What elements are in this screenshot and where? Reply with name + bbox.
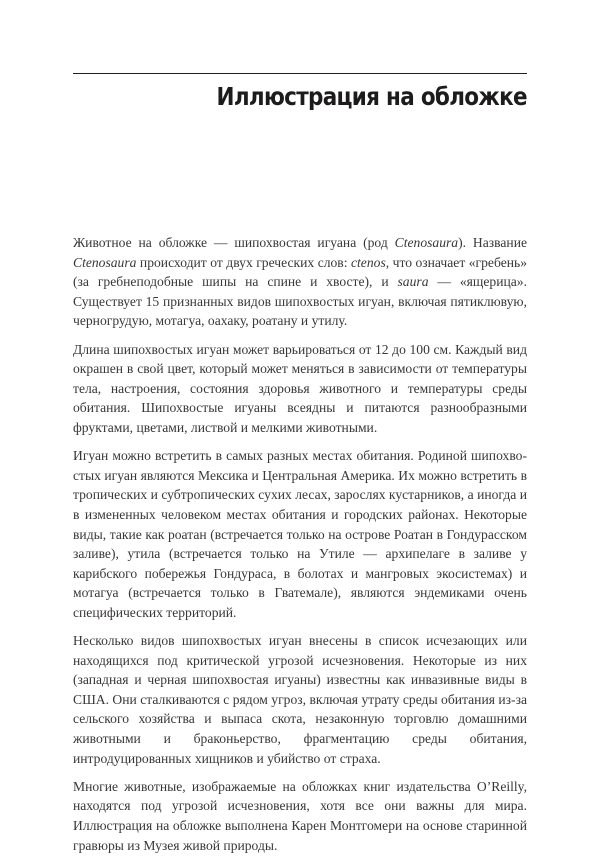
text-segment: — «ящерица». Существует 15 признанных видов шипохвостых игуан, включая пятиклювую, черногрудую, мотагуа, оахаку, роатану и утилу. (73, 274, 527, 329)
genus-name: Ctenosaura (394, 235, 459, 250)
text-segment: Несколько видов шипохвостых игуан внесены в список исчезающих или находящихся под критической угрозой исчезновения. Некоторые из них (западная и черная шипохвостая игуаны) известны как инвазивные виды в США. Они сталкиваются с рядом угроз, включая утрату среды обитания из-за сельского хозяйства и выпаса скота, незаконную торговлю домашними животными и браконьерство, фрагментацию среды обитания, интродуцированных хищников и убийство от страха. (73, 633, 527, 766)
paragraph-3 (73, 446, 527, 622)
paragraph-1 (73, 233, 527, 331)
genus-name: Ctenosaura (73, 254, 137, 270)
page-title: Иллюстрация на обложке (216, 82, 527, 111)
paragraph-2 (73, 340, 527, 438)
text-segment: , что означает «гребень» (за гребнеподобные шипы на спине и хвосте), и (73, 254, 527, 290)
text-segment: Животное на обложке — шипохвостая игуана (род (73, 235, 395, 250)
text-segment: Игуан можно встретить в самых разных местах обитания. Родиной шипохвостых игуан являются Мексика и Центральная Америка. Их можно встретить в тропических и субтропических сухих лесах, зарослях кустарников, а иногда и в измененных человеком местах обитания и городских районах. Некоторые виды, такие как роатан (встречается только на острове Роатан в Гондурасском заливе), утила (встречается только на Утиле — архипелаге в заливе у карибского побережья Гондураса, в болотах и мангровых экосистемах) и мотагуа (встречается только в Гватемале), являются эндемиками очень специфических территорий. (73, 448, 527, 620)
body-text (73, 233, 527, 864)
text-segment: ). Название (458, 235, 527, 250)
text-segment: Многие животные, изображаемые на обложках книг издательства O’Reilly, находятся под угрозой исчезновения, хотя все они важны для мира. Иллюстрация на обложке выполнена Карен Монтгомери на основе старинной гравюры из Музея живой природы. (73, 778, 527, 853)
greek-word: saura (397, 274, 429, 290)
paragraph-5 (73, 777, 527, 855)
paragraph-4 (73, 631, 527, 768)
text-segment: Длина шипохвостых игуан может варьироваться от 12 до 100 см. Каждый вид окрашен в свой цвет, который может меняться в зависимости от температуры тела, настроения, состояния здоровья животного и температуры среды обитания. Шипохвостые игуаны всеядны и питаются разнообразными фруктами, цветами, листвой и мелкими животными. (73, 341, 527, 435)
greek-word: ctenos (351, 254, 386, 270)
text-segment: происходит от двух греческих слов: (136, 254, 351, 270)
header-rule (73, 73, 527, 74)
